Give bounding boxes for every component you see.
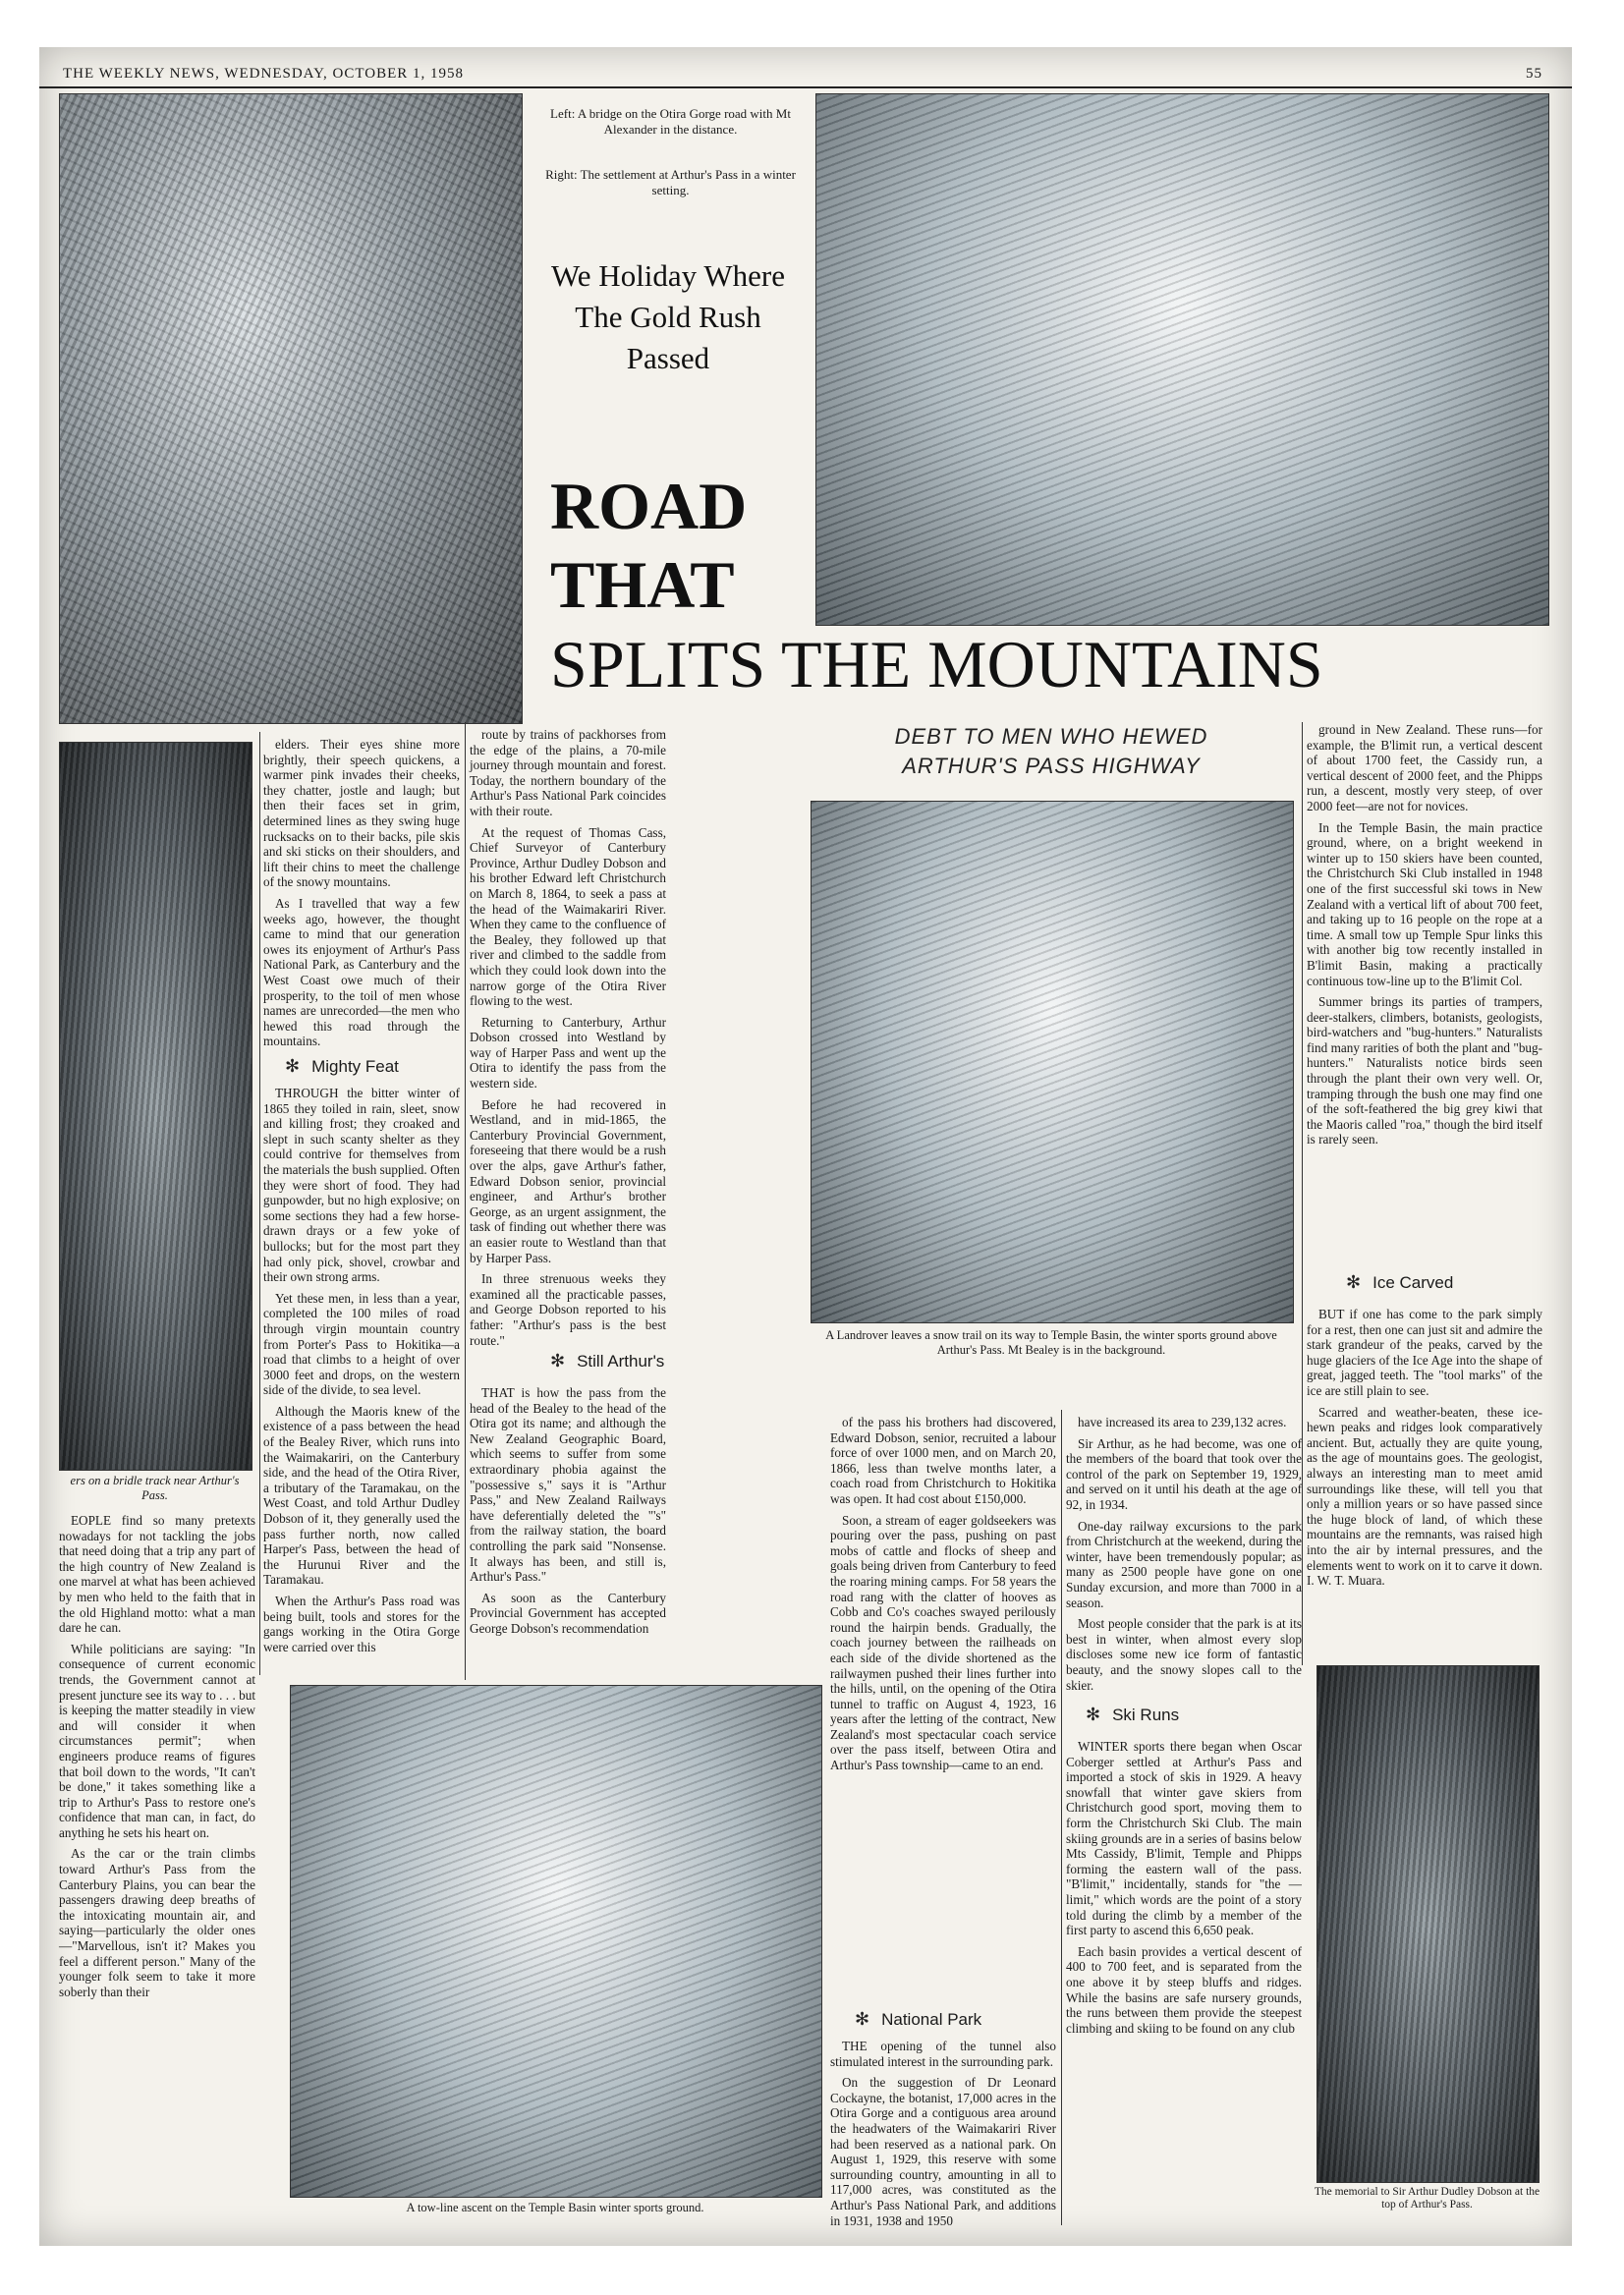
caption-top-right: Right: The settlement at Arthur's Pass in a winter setting. [545,167,796,197]
photo-landrover [811,801,1294,1323]
ornament-icon: ✻ [550,1351,566,1371]
subhead-mighty-feat: ✻ Mighty Feat [285,1056,399,1076]
photo-arthurs-pass-settlement [815,93,1549,626]
subhead-ski-runs: ✻ Ski Runs [1086,1705,1180,1724]
ornament-icon: ✻ [285,1056,301,1076]
column-3-text: route by trains of packhorses from the edge of the plains, a 70-mile journey through mountain and forest. Today, the northern boundary of the Arthur's Pass National Park coincides with their route. At the request of Thomas Cass, Chief Surveyor of Canterbury Province, Arthur Dudley Dobson and his brother Edward left Christchurch on March 8, 1864, to seek a pass at the head of the Waimakariri River. When they came to the confluence of the Bealey, they followed up that river and climbed to the saddle from which they could look down into the narrow gorge of the Otira River flowing to the west. Returning to Canterbury, Arthur Dobson crossed into Westland by way of Harper Pass and went up the Otira to identify the pass from the western side. Before he had recovered in Westland, and in mid-1865, the Canterbury Provincial Government, foreseeing that there would be a rush over the alps, gave Arthur's father, Edward Dobson senior, provincial engineer, and Arthur's brother George, as an urgent assignment, the task of finding out whether there was an easier route to Westland than that by Harper Pass. In three strenuous weeks they examined all the practicable passes, and George Dobson reported to his father: "Arthur's pass is the best route." [470,727,666,1348]
column-2-text: elders. Their eyes shine more brightly, their speech quickens, a warmer pink invades their cheeks, they chatter, jostle and laugh; but then their faces set in grim, determined lines as they swing huge rucksacks on to their backs, pile skis and ski sticks on their shoulders, and lift their chins to meet the challenge of the snowy mountains. As I travelled that way a few weeks ago, however, the thought came to mind that our generation owes its enjoyment of Arthur's Pass National Park, as Canterbury and the West Coast owe much of their prosperity, to the toil of men whose names are unrecorded—the men who hewed this road through the mountains. [263,737,460,1049]
column-4-text: of the pass his brothers had discovered, Edward Dobson, senior, recruited a labour force of over 1000 men, and on March 20, 1866, less than twelve months later, a coach road from Christchurch to Hokitika was open. It had cost about £150,000. Soon, a stream of eager goldseekers was pouring over the pass, pushing on past mobs of cattle and flocks of sheep and goals being driven from Canterbury to feed the roaring mining camps. For 58 years the road rang with the clatter of hooves as Cobb and Co's coaches swayed perilously round the hairpin bends. Gradually, the coach journey between the railheads on each side of the divide shortened as the railwaymen pushed their lines further into the hills, until, on the opening of the Otira tunnel to traffic on August 4, 1923, 16 years after the letting of the contract, New Zealand's most spectacular coach service over the pass itself, between Otira and Arthur's Pass township—came to an end. [830,1415,1056,1773]
subhead-still-arthurs: ✻ Still Arthur's [550,1351,665,1371]
headline-that: THAT [550,547,735,622]
column-rule [1302,722,1303,1665]
caption-bridle-track: ers on a bridle track near Arthur's Pass. [70,1474,240,1502]
column-rule [465,722,466,1680]
column-6-text-bottom: BUT if one has come to the park simply for a rest, then one can just sit and admire the stark grandeur of the peaks, carved by the huge glaciers of the Ice Age into the shape of great, jagged teeth. The "tool marks" of the ice are still plain to see. Scarred and weather-beaten, these ice-hewn peaks and ridges look comparatively ancient. But, actually they are quite young, as the age of mountains goes. The geologist, always an interesting man to meet amid surroundings like these, will tell you that only a million years or so have passed since the huge block of land, of which these mountains are the remnants, was raised high into the air by internal pressures, and the elements went to work on it to carve it down. I. W. T. Muara. [1307,1307,1542,1589]
caption-top-left: Left: A bridge on the Otira Gorge road with Mt Alexander in the distance. [550,106,791,137]
kicker-headline: We Holiday Where The Gold Rush Passed [551,258,785,375]
photo-memorial [1316,1665,1540,2183]
page-number: 55 [1526,66,1542,82]
masthead-left: THE WEEKLY NEWS, WEDNESDAY, OCTOBER 1, 1958 [63,66,465,82]
photo-bridle-track [59,742,252,1471]
photo-otira-bridge [59,93,523,724]
ornament-icon: ✻ [855,2009,870,2029]
column-5-text: have increased its area to 239,132 acres. Sir Arthur, as he had become, was one of the members of the board that took over the control of the park on September 19, 1929, and served on it until his death at the age of 92, in 1934. One-day railway excursions to the park from Christchurch at the weekend, during the winter, have been tremendously popular; as many as 2500 people have gone on one Sunday excursion, and more than 7000 in a season. Most people consider that the park is at its best in winter, when almost every slop discloses some new ice form of fantastic beauty, and the snowy slopes call to the skier. [1066,1415,1302,1693]
column-rule [259,732,260,1675]
caption-memorial: The memorial to Sir Arthur Dudley Dobson at the top of Arthur's Pass. [1314,2186,1540,2211]
masthead [39,59,1572,88]
subhead-ice-carved: ✻ Ice Carved [1346,1272,1454,1292]
column-6-text: ground in New Zealand. These runs—for example, the B'limit run, a vertical descent of about 1700 feet, the Cassidy run, a vertical descent of 2000 feet, and the Phipps run, a descent, mostly very steep, of over 2000 feet—are not for novices. In the Temple Basin, the main practice ground, where, on a bright weekend in winter up to 150 skiers have been counted, the Christchurch Ski Club installed in 1948 one of the first successful ski tows in New Zealand with a vertical lift of about 700 feet, and taking up to 16 people on the rope at a time. A small tow up Temple Spur links this with another big tow recently installed in B'limit Basin, making a practically continuous tow-line up to the B'limit Col. Summer brings its parties of trampers, deer-stalkers, climbers, botanists, geologists, bird-watchers and "bug-hunters." Naturalists find many rarities of both the plant and "bug-hunters." Naturalists notice birds seen through the plant their own very well. Or, tramping through the bush one may find one of the soft-feathered the big grey kiwi that the Maoris called "roa," though the bird itself is rarely seen. [1307,722,1542,1148]
column-5-text-bottom: WINTER sports there began when Oscar Coberger settled at Arthur's Pass and imported a stock of skis in 1929. A heavy snowfall that winter gave skiers from Christchurch good sport, moving them to form the Christchurch Ski Club. The main skiing grounds are in a series of basins below Mts Cassidy, B'limit, Temple and Phipps forming the eastern wall of the pass. "B'limit," incidentally, stands for "the — limit," which words are the point of a story told during the climb by a member of the first party to ascend this 6,650 peak. Each basin provides a vertical descent of 400 to 700 feet, and is separated from the one above it by steep bluffs and ridges. While the basins are safe nursery grounds, the runs between them provide the steepest climbing and skiing to be found on any club [1066,1739,1302,2036]
column-3-text-bottom: THAT is how the pass from the head of the Bealey to the head of the Otira got its name; and although the New Zealand Geographic Board, which seems to suffer from some extraordinary phobia against the "possessive s," says it is "Arthur Pass," and New Zealand Railways have deferentially deleted the "'s" from the railway station, the board controlling the park said "Nonsense. It always has been, and still is, Arthur's Pass." As soon as the Canterbury Provincial Government has accepted George Dobson's recommendation [470,1385,666,1636]
column-4-text-bottom: THE opening of the tunnel also stimulated interest in the surrounding park. On the suggestion of Dr Leonard Cockayne, the botanist, 17,000 acres in the Otira Gorge and a contiguous area around the headwaters of the Waimakariri River had been reserved as a national park. On August 1, 1929, this reserve with some surrounding country, amounting in all to 117,000 acres, was constituted as the Arthur's Pass National Park, and additions in 1931, 1938 and 1950 [830,2039,1056,2228]
ornament-icon: ✻ [1086,1705,1101,1724]
subheadline: DEBT TO MEN WHO HEWED ARTHUR'S PASS HIGHWAY [894,724,1208,778]
headline-main: SPLITS THE MOUNTAINS [550,627,1323,701]
column-1-text: EOPLE find so many pretexts nowadays for not tackling the jobs that need doing that a trip any part of the high country of New Zealand is one marvel at what has been achieved by men who held to the faith that in the old Highland motto: what a man dare he can. While politicians are saying: "In consequence of current economic trends, the Government cannot at present juncture see its way to . . . but is keeping the matter steadily in view and will consider it when circumstances permit"; when engineers produce reams of figures that boil down to the words, "It can't be done," it takes something like a trip to Arthur's Pass to restore one's confidence that man can, in fact, do anything he sets his heart on. As the car or the train climbs toward Arthur's Pass from the Canterbury Plains, you can bear the passengers drawing deep breaths of the intoxicating mountain air, and saying—particularly the older ones—"Marvellous, isn't it? Makes you feel a different person." Many of the younger folk seem to take it more soberly than their [59,1513,255,1999]
caption-landrover: A Landrover leaves a snow trail on its way to Temple Basin, the winter sports ground above Arthur's Pass. Mt Bealey is in the background. [825,1328,1277,1357]
photo-towline [290,1685,822,2198]
subhead-national-park: ✻ National Park [855,2009,982,2029]
column-2-text-cont: THROUGH the bitter winter of 1865 they toiled in rain, sleet, snow and killing frost; they croaked and slept in such scanty shelter as they could contrive for themselves from the materials the bush supplied. Often they were short of food. They had gunpowder, but no high explosive; on some sections they had a few horse-drawn drays or a few yoke of bullocks; but for the most part they had only pick, shovel, crowbar and their own strong arms. Yet these men, in less than a year, completed the 100 miles of road through virgin mountain country from Porter's Pass to Hokitika—a road that climbs to a height of over 3000 feet and drops, on the western side of the divide, to sea level. Although the Maoris knew of the existence of a pass between the head of the Bealey River, which runs into the Waimakariri, on the Canterbury side, and the head of the Otira River, a tributary of the Taramakau, on the West Coast, and told Arthur Dudley Dobson of it, they generally used the pass further north, now called Harper's Pass, between the head of the Hurunui River and the Taramakau. When the Arthur's Pass road was being built, tools and stores for the gangs working in the Otira Gorge were carried over this [263,1086,460,1654]
ornament-icon: ✻ [1346,1272,1362,1292]
column-rule [1061,1410,1062,2225]
headline-road: ROAD [550,469,748,543]
caption-towline: A tow-line ascent on the Temple Basin winter sports ground. [406,2201,704,2214]
